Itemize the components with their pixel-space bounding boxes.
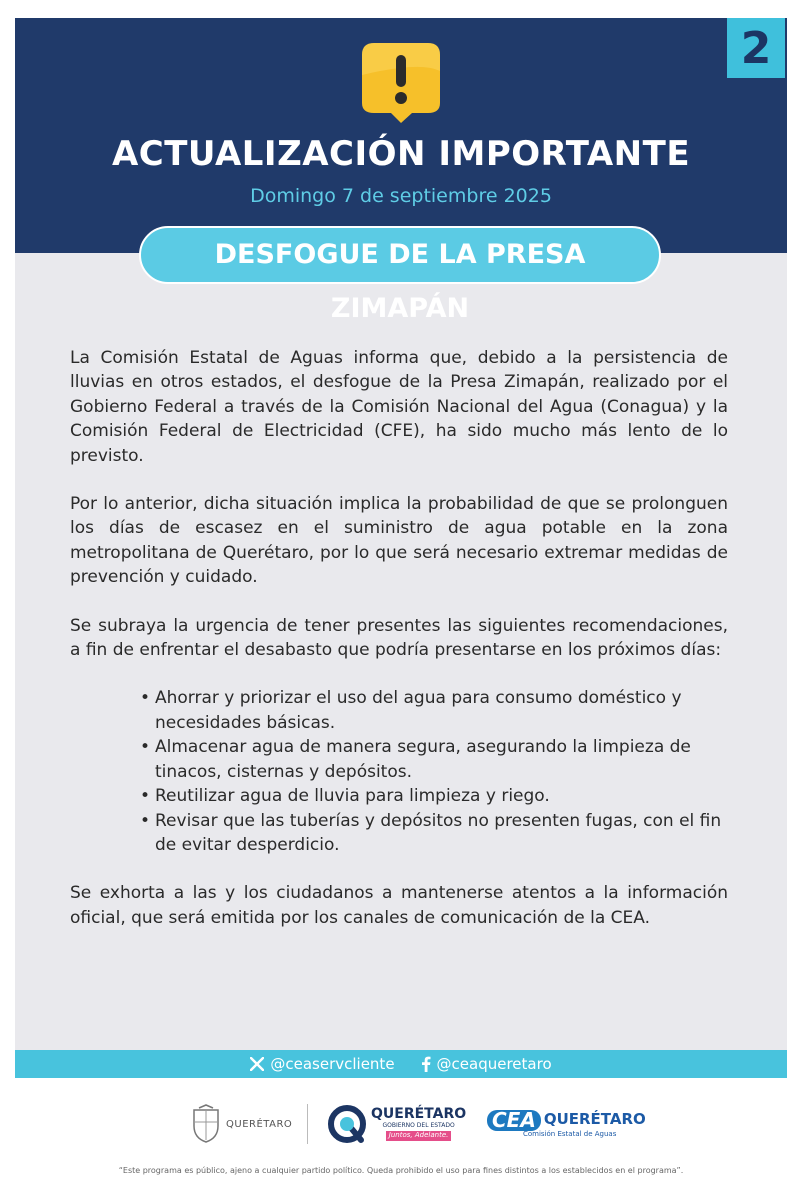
cea-abbr: CEA: [487, 1110, 541, 1131]
gov-name: QUERÉTARO: [371, 1106, 467, 1123]
state-seal-logo: [190, 1096, 292, 1152]
social-bar: [15, 1050, 787, 1078]
paragraph-recommendations-intro: Se subraya la urgencia de tener presentes las siguientes recomendaciones, a fin de enfrentar el desabasto que podría presentarse en los próximos días:: [70, 615, 728, 661]
paragraph-intro: La Comisión Estatal de Aguas informa que, debido a la persistencia de lluvias en otros estados, el desfogue de la Presa Zimapán, realizado por el Gobierno Federal a través de la Comisión Nacional del Agua (Conagua) y la Comisión Federal de Electricidad (CFE), ha sido mucho más lento de lo previsto.: [70, 348, 728, 466]
announcement-date: Domingo 7 de septiembre 2025: [250, 185, 552, 207]
facebook-icon: [421, 1056, 431, 1072]
gov-subtitle: GOBIERNO DEL ESTADO: [382, 1121, 455, 1129]
paragraph-consequence: Por lo anterior, dicha situación implica la probabilidad de que se prolonguen los días de escasez en el suministro de agua potable en la zona metropolitana de Querétaro, por lo que será necesario extremar medidas de prevención y cuidado.: [70, 494, 728, 588]
footer-logos: [0, 1096, 802, 1152]
topic-banner: DESFOGUE DE LA PRESA ZIMAPÁN: [139, 226, 661, 284]
page-number-badge: 2: [727, 18, 785, 78]
state-seal-text: QUERÉTARO: [226, 1118, 293, 1130]
legal-disclaimer: “Este programa es público, ajeno a cualquier partido político. Queda prohibido el uso para fines distintos a los establecidos en el programa”.: [118, 1166, 684, 1175]
header-banner: [15, 18, 787, 253]
x-logo-icon: [250, 1057, 264, 1071]
queretaro-q-icon: [327, 1104, 367, 1144]
facebook-handle[interactable]: @ceaqueretaro: [436, 1055, 552, 1073]
list-item: • Almacenar agua de manera segura, asegurando la limpieza de tinacos, cisternas y depósitos.: [140, 735, 728, 784]
social-facebook[interactable]: [421, 1055, 552, 1073]
paragraph-closing: Se exhorta a las y los ciudadanos a mantenerse atentos a la información oficial, que será emitida por los canales de comunicación de la CEA.: [70, 883, 728, 928]
logo-divider: [307, 1104, 308, 1144]
exclamation-speech-bubble-icon: [360, 41, 442, 123]
cea-subtitle: Comisión Estatal de Aguas: [523, 1129, 617, 1138]
page-title: ACTUALIZACIÓN IMPORTANTE: [111, 134, 691, 174]
social-x[interactable]: [250, 1055, 394, 1073]
list-item: • Reutilizar agua de lluvia para limpieza y riego.: [140, 784, 728, 808]
list-item: • Revisar que las tuberías y depósitos no presenten fugas, con el fin de evitar desperdicio.: [140, 809, 728, 858]
announcement-body: [70, 346, 728, 954]
recommendations-list: [140, 686, 728, 857]
x-handle[interactable]: @ceaservcliente: [270, 1055, 395, 1073]
cea-name: QUERÉTARO: [543, 1110, 646, 1129]
coat-of-arms-icon: [190, 1104, 222, 1144]
cea-logo: [487, 1096, 646, 1152]
announcement-card: [15, 18, 787, 1050]
list-item: • Ahorrar y priorizar el uso del agua para consumo doméstico y necesidades básicas.: [140, 686, 728, 735]
gov-slogan: Juntos, Adelante.: [386, 1131, 452, 1141]
queretaro-government-logo: [327, 1096, 466, 1152]
